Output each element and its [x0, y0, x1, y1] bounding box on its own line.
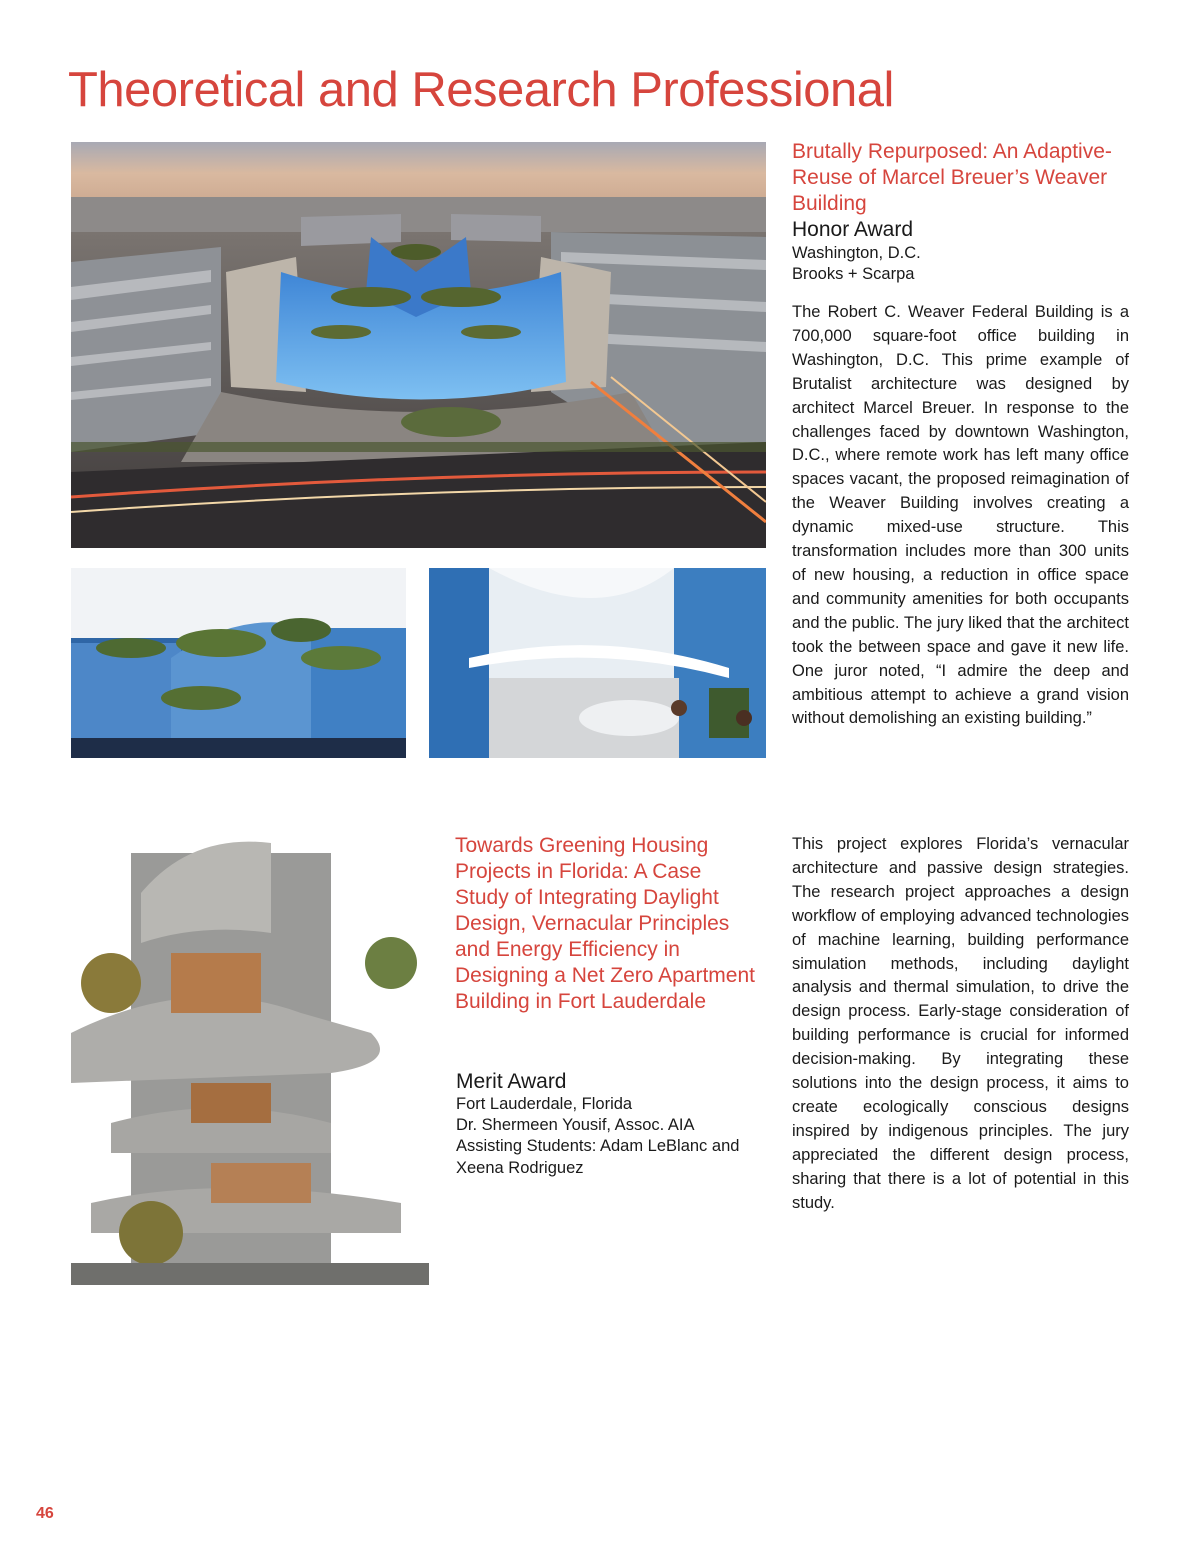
green-terraces-image	[71, 568, 406, 758]
project2-author: Dr. Shermeen Yousif, Assoc. AIA	[456, 1116, 695, 1134]
project2-title: Towards Greening Housing Projects in Florida: A Case Study of Integrating Daylight Design, Vernacular Principles and Energy Efficiency in Designing a Net Zero Apartment Building in Fort Lauderdale	[455, 834, 755, 1013]
page-title: Theoretical and Research Professional	[68, 63, 894, 117]
project1-title: Brutally Repurposed: An Adaptive-Reuse of Marcel Breuer’s Weaver Building	[792, 140, 1112, 215]
project2-location: Fort Lauderdale, Florida	[456, 1095, 633, 1113]
project1-award: Honor Award	[792, 218, 914, 241]
net-zero-apartment-image	[71, 833, 429, 1285]
project1-location: Washington, D.C.	[792, 244, 921, 262]
project1-firm: Brooks + Scarpa	[792, 265, 915, 283]
atrium-interior-image	[429, 568, 766, 758]
project2-award: Merit Award	[456, 1070, 567, 1093]
project1-body: The Robert C. Weaver Federal Building is a 700,000 square-foot office building in Washington, D.C. This prime example of Brutalist architecture was designed by architect Marcel Breuer. In response to the challenges faced by downtown Washington, D.C., where remote work has left many office spaces vacant, the proposed reimagination of the Weaver Building involves creating a dynamic mixed-use structure. This transformation includes more than 300 units of new housing, a reduction in office space and community amenities for both occupants and the public. The jury liked that the architect took the between space and gave it new life. One juror noted, “I admire the deep and ambitious attempt to achieve a grand vision without demolishing an existing building.”	[792, 303, 1129, 728]
project2-body: This project explores Florida’s vernacular architecture and passive design strategies. The research project approaches a design workflow of employing advanced technologies of machine learning, building performance simulation methods, including daylight analysis and thermal simulation, to drive the design process. Early-stage consideration of building performance is crucial for informed decision-making. By integrating these solutions into the design process, it aims to create ecologically conscious designs inspired by indigenous principles. The jury appreciated the different design process, sharing that there is a lot of potential in this study.	[792, 835, 1129, 1212]
page-number: 46	[36, 1505, 54, 1522]
weaver-building-aerial-image	[71, 142, 766, 548]
project2-students: Assisting Students: Adam LeBlanc and Xeena Rodriguez	[456, 1137, 740, 1177]
